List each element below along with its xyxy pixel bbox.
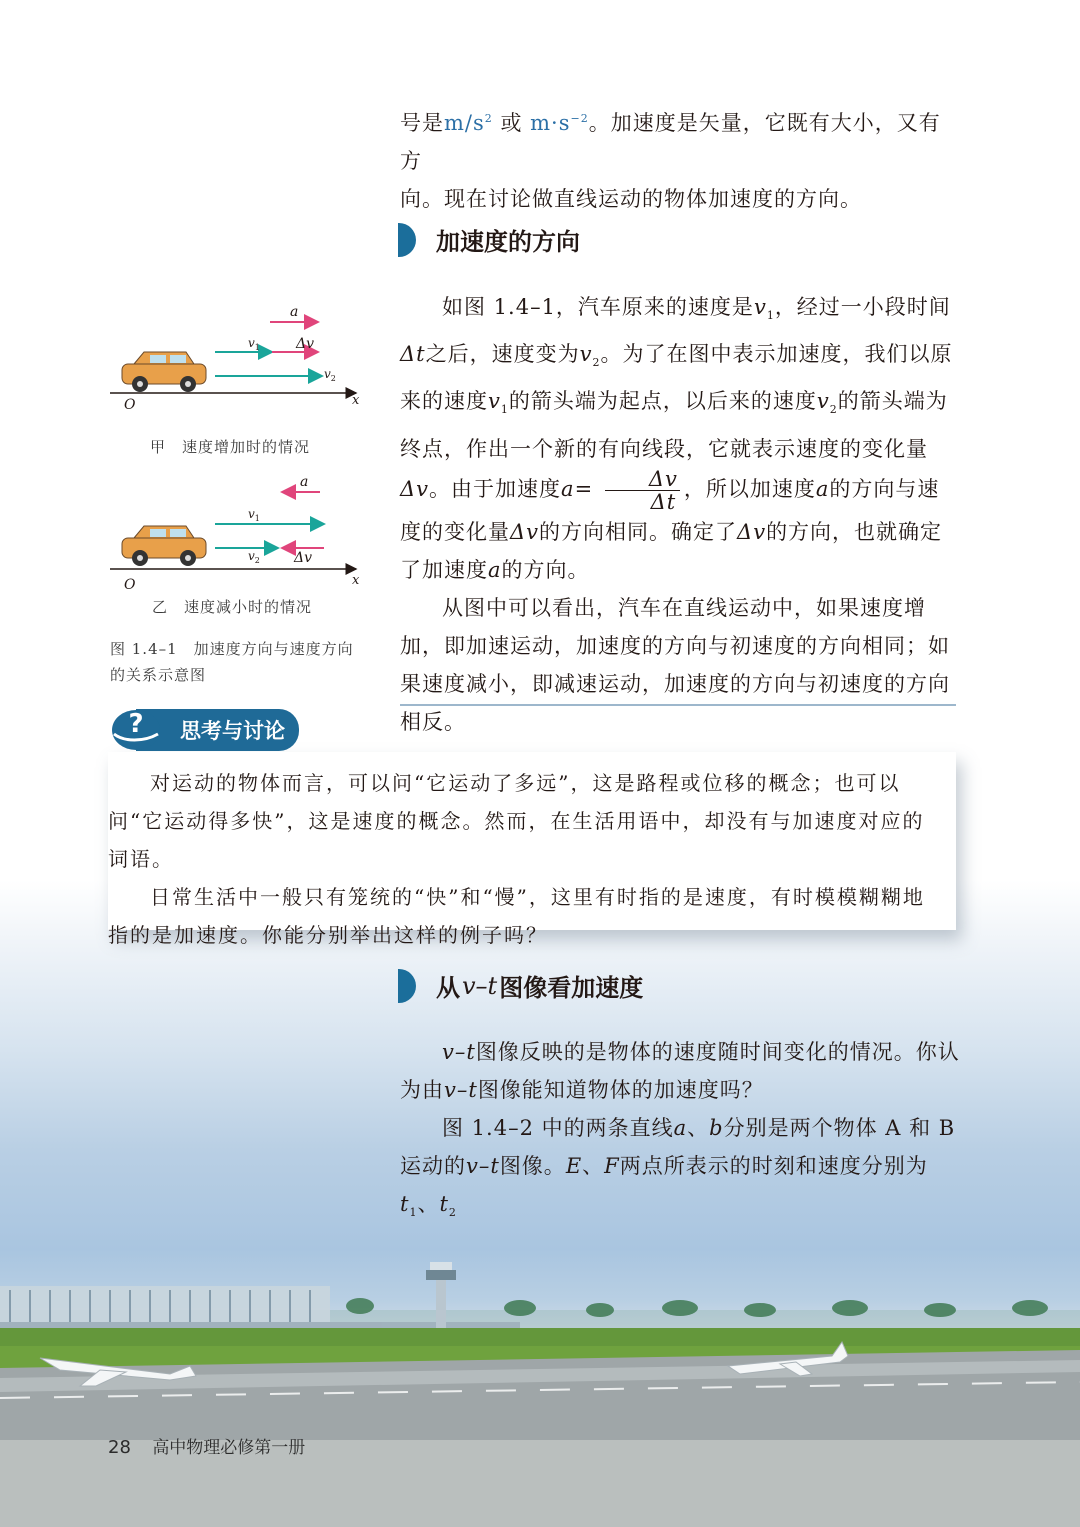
paragraph-conclusion: 从图中可以看出，汽车在直线运动中，如果速度增加，即加速运动，加速度的方向与初速度的方向相同；如果速度减小，即减速运动，加速度的方向与初速度的方向相反。 xyxy=(400,595,950,734)
math-symbol: v–t xyxy=(444,1078,478,1102)
math-symbol: v–t xyxy=(442,1040,476,1064)
section-title-part2: 图像看加速度 xyxy=(499,974,644,1002)
label-v2: $v_2$ xyxy=(248,549,260,565)
math-symbol: v xyxy=(579,342,593,367)
math-symbol: v–t xyxy=(466,1154,500,1178)
text: ，经过一小段时间 xyxy=(774,295,951,319)
text: 两点所表示的时刻和速度分别为 xyxy=(619,1154,928,1178)
subscript: 2 xyxy=(448,1206,457,1220)
intro-line-2: 向。现在讨论做直线运动的物体加速度的方向。 xyxy=(400,187,862,211)
car-icon xyxy=(122,526,206,566)
text: 的方向相同。确定了 xyxy=(539,519,738,544)
math-symbol: E xyxy=(565,1154,583,1178)
question-icon xyxy=(110,708,166,752)
math-symbol: a xyxy=(561,476,575,501)
figure-caption-line-2: 的关系示意图 xyxy=(110,666,207,684)
text: 。为了在图中表示加速度，我们以原来的速度 xyxy=(400,342,953,414)
subscript: 1 xyxy=(500,403,509,417)
label-delta-v: Δv xyxy=(296,336,315,352)
math-symbol: v xyxy=(816,389,830,414)
math-symbol: Δv xyxy=(510,519,540,544)
label-v1: $v_1$ xyxy=(248,336,260,352)
text: 图像反映的是物体的速度随时间变化的情况。你认为由 xyxy=(400,1040,960,1102)
label-a: a xyxy=(290,304,299,320)
text: ，所以加速度 xyxy=(683,476,816,501)
math-symbol: t xyxy=(400,1192,410,1216)
math-symbol: Δv xyxy=(737,519,767,544)
text: 如图 1.4–1，汽车原来的速度是 xyxy=(442,295,754,319)
figure-1-4-1 xyxy=(100,296,370,696)
label-delta-v: Δv xyxy=(294,550,313,566)
math-symbol: t xyxy=(439,1192,449,1216)
airport-background-illustration xyxy=(0,1250,1080,1527)
text: 、 xyxy=(582,1154,605,1178)
label-v1: $v_1$ xyxy=(248,507,260,523)
divider-line xyxy=(400,704,956,706)
text: 的方向，也就确定了加速度 xyxy=(400,519,943,582)
text: 的方向。 xyxy=(501,557,590,582)
math-symbol: a xyxy=(673,1116,688,1140)
unit-text: m·s xyxy=(530,111,571,135)
heading-marker xyxy=(398,969,416,1003)
book-title: 高中物理必修第一册 xyxy=(152,1438,306,1458)
section-title-vt: v–t xyxy=(462,971,498,1000)
text: 、 xyxy=(687,1116,710,1140)
fraction-numerator: Δv xyxy=(605,468,680,491)
text: 、 xyxy=(417,1192,440,1216)
paragraph-vt-intro xyxy=(400,1033,960,1232)
fraction xyxy=(605,468,680,513)
discussion-box xyxy=(108,752,956,947)
diagram-speed-increase xyxy=(100,296,370,416)
page-footer xyxy=(108,1433,305,1458)
page-number: 28 xyxy=(108,1437,131,1458)
section-title: 加速度的方向 xyxy=(436,228,580,256)
diagram-speed-decrease xyxy=(100,472,370,592)
subscript: 1 xyxy=(409,1206,418,1220)
equals-sign: = xyxy=(574,476,594,501)
heading-marker xyxy=(398,223,416,257)
math-symbol: Δv xyxy=(400,476,430,501)
label-x: x xyxy=(352,393,360,408)
subscript: 2 xyxy=(592,356,601,370)
math-symbol: v xyxy=(488,389,501,414)
discussion-paragraph-2: 日常生活中一般只有笼统的“快”和“慢”，这里有时指的是速度，有时模模糊糊地指的是加速度。你能分别举出这样的例子吗？ xyxy=(108,885,925,947)
intro-text: 或 xyxy=(500,111,523,135)
caption-decrease: 乙 速度减小时的情况 xyxy=(152,598,313,616)
unit-exponent: −2 xyxy=(570,112,589,125)
text: 图 1.4–2 中的两条直线 xyxy=(442,1116,674,1140)
label-origin: O xyxy=(124,397,136,413)
unit-exponent: 2 xyxy=(484,112,493,125)
section-heading-direction xyxy=(398,222,580,257)
section-title-part1: 从 xyxy=(436,974,460,1002)
intro-text: 。加速度是矢量，它既有大小，又有方 xyxy=(400,111,941,173)
caption-increase: 甲 速度增加时的情况 xyxy=(150,438,311,456)
fraction-denominator: Δt xyxy=(650,489,677,514)
intro-paragraph xyxy=(400,100,960,218)
subscript: 1 xyxy=(766,309,775,323)
text: 的方向与速度的变化量 xyxy=(400,476,940,544)
label-v2: $v_2$ xyxy=(324,367,336,383)
figure-caption-line-1: 图 1.4–1 加速度方向与速度方向 xyxy=(110,640,354,658)
subscript: 2 xyxy=(829,403,838,417)
unit-text: m/s xyxy=(444,111,485,135)
text: 。由于加速度 xyxy=(429,476,562,501)
math-symbol: a xyxy=(815,476,830,501)
math-symbol: F xyxy=(604,1154,620,1178)
text: 分别是两个物体 A 和 B 运动的 xyxy=(400,1116,956,1178)
math-symbol: b xyxy=(709,1116,724,1140)
car-icon xyxy=(122,352,206,392)
text: 图像。 xyxy=(499,1154,566,1178)
discussion-label: 思考与讨论 xyxy=(136,709,299,751)
text: 的箭头端为起点，以后来的速度 xyxy=(508,389,817,414)
svg-text:?: ? xyxy=(128,709,144,739)
math-symbol: Δt xyxy=(400,342,426,367)
discussion-paragraph-1: 对运动的物体而言，可以问“它运动了多远”，这是路程或位移的概念；也可以问“它运动得多快”，这是速度的概念。然而，在生活用语中，却没有与加速度对应的词语。 xyxy=(108,771,925,871)
text: 图像能知道物体的加速度吗？ xyxy=(477,1078,764,1102)
section-heading-vt-graph xyxy=(398,968,643,1003)
label-x: x xyxy=(352,573,360,588)
label-a: a xyxy=(300,474,309,490)
label-origin: O xyxy=(124,577,136,592)
discussion-badge xyxy=(110,708,299,752)
text: 之后，速度变为 xyxy=(425,342,580,367)
intro-text: 号是 xyxy=(400,111,444,135)
paragraph-vector-explanation xyxy=(400,288,960,741)
math-symbol: v xyxy=(753,295,767,319)
math-symbol: a xyxy=(488,557,502,582)
text: 的箭头端为终点，作出一个新的有向线段，它就表示速度的变化量 xyxy=(400,389,948,461)
